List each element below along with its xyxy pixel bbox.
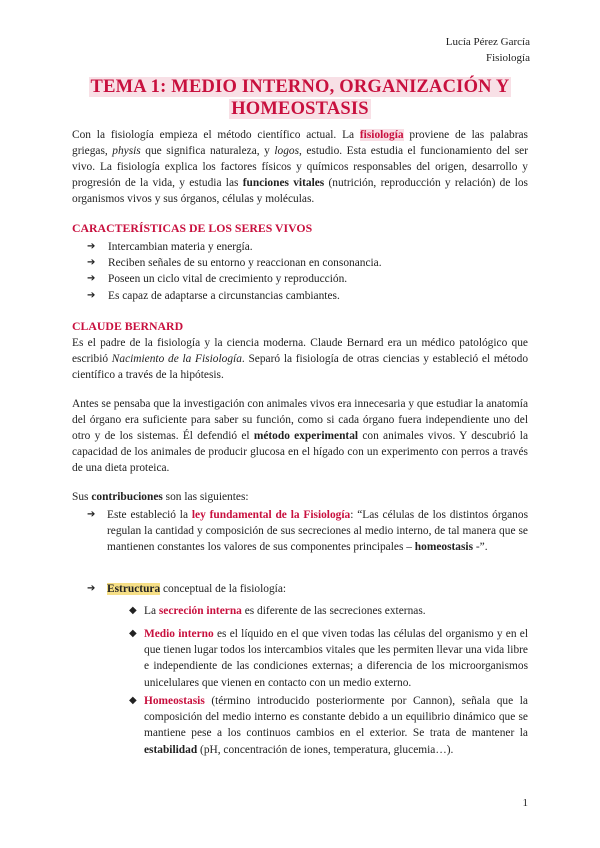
contribution-text-part: : “Las células de los distintos órganos regulan la cantidad y composición de sus secreciones al medio interno, de tal manera que se mantienen constantes los valores de sus componentes principales – <box>107 509 528 554</box>
intro-text: (nutrición, reproducción y relación) de los organismos vivos y sus órganos, células y moléculas. <box>72 177 528 205</box>
characteristics-list <box>87 239 527 304</box>
term-estabilidad: estabilidad <box>144 743 198 756</box>
book-title: Nacimiento de la Fisiología <box>111 353 242 365</box>
sub-item-text <box>144 603 528 619</box>
sub-item-secrecion <box>129 603 528 619</box>
document-title <box>72 76 528 120</box>
diamond-bullet-icon: ◆ <box>129 605 137 616</box>
sub-item-text-part: (pH, concentración de iones, temperatura, glucemia…). <box>197 743 454 756</box>
intro-text: proviene de las palabras griegas, <box>72 129 528 157</box>
sub-item-medio-interno <box>129 626 528 691</box>
term-logos: logos <box>274 145 300 157</box>
list-item <box>87 288 527 304</box>
term-ley-fundamental: ley fundamental de la Fisiología <box>191 509 351 521</box>
arrow-bullet-icon: ➔ <box>87 257 96 269</box>
contribution-item-1 <box>87 507 528 556</box>
list-item <box>87 255 527 271</box>
intro-paragraph <box>72 127 528 207</box>
list-item <box>87 271 527 287</box>
intro-text: , estudio. Esta estudia el funcionamiento del ser vivo. La fisiología explica los factores físicos y químicos responsables del origen, desarrollo y progresión de la vida, y estudia las <box>72 145 528 189</box>
paragraph-text: . Separó la fisiología de otras ciencias y estableció el método científico a través de la hipótesis. <box>72 353 529 381</box>
sub-item-text-part: La <box>144 605 159 617</box>
list-item <box>87 239 527 255</box>
paragraph-text: Es el padre de la fisiología y la ciencia moderna. Claude Bernard era un médico patológico que escribió <box>72 337 528 365</box>
intro-text: Con la fisiología empieza el método científico actual. La <box>72 129 360 141</box>
list-item-text: Reciben señales de su entorno y reaccionan en consonancia. <box>108 257 382 270</box>
bernard-paragraph-3 <box>72 489 528 505</box>
bernard-paragraph-1 <box>72 335 528 383</box>
section-heading-bernard: CLAUDE BERNARD <box>72 319 184 333</box>
term-fisiologia: fisiología <box>359 129 404 141</box>
list-item-text: Poseen un ciclo vital de crecimiento y reproducción. <box>108 273 348 286</box>
term-homeostasis: homeostasis <box>414 541 474 554</box>
contribution-text-part: -”. <box>473 541 488 554</box>
term-physis: physis <box>112 145 141 157</box>
contribution-text-part: Este estableció la <box>107 509 192 521</box>
arrow-bullet-icon: ➔ <box>87 583 96 594</box>
arrow-bullet-icon: ➔ <box>87 273 96 285</box>
arrow-bullet-icon: ➔ <box>87 289 96 301</box>
title-line-1: TEMA 1: MEDIO INTERNO, ORGANIZACIÓN Y <box>90 77 510 97</box>
page-header <box>446 34 530 66</box>
sub-item-text-part: es el líquido en el que viven todas las células del organismo y en el que tienen lugar todos los intercambios vitales que les permiten llevar una vida libre e independiente de las condiciones externas; a diferencia de los microorganismos unicelulares que vienen en contacto con un medio externo. <box>144 628 528 689</box>
title-line-2: HOMEOSTASIS <box>231 99 369 119</box>
contribution-text <box>107 507 528 556</box>
sub-item-text-part: (término introducido posteriormente por Cannon), señala que la composición del medio interno es constante debido a un equilibrio dinámico que se mantiene pese a los continuos cambios en el exterior. Se trata de mantener la <box>144 695 528 740</box>
contribution-text-part: conceptual de la fisiología: <box>160 583 287 595</box>
arrow-bullet-icon: ➔ <box>87 509 96 520</box>
term-medio-interno: Medio interno <box>144 628 214 640</box>
section-heading-caracteristicas: CARACTERÍSTICAS DE LOS SERES VIVOS <box>72 221 313 235</box>
diamond-bullet-icon: ◆ <box>129 628 137 639</box>
sub-item-text <box>144 626 528 691</box>
sub-item-text <box>144 693 528 758</box>
subject-name: Fisiología <box>485 52 530 64</box>
diamond-bullet-icon: ◆ <box>129 695 137 706</box>
paragraph-text: Antes se pensaba que la investigación con animales vivos era innecesaria y que estudiar la anatomía del órgano era suficiente para saber su función, como si cada órgano fuera independiente uno del otro y de los sistemas. Él defendió el <box>72 398 528 442</box>
term-secrecion-interna: secreción interna <box>158 605 242 617</box>
arrow-bullet-icon: ➔ <box>87 241 96 252</box>
term-metodo-experimental: método experimental <box>253 430 359 442</box>
paragraph-text: Sus <box>72 491 92 503</box>
bernard-paragraph-2 <box>72 396 528 476</box>
sub-item-text-part: es diferente de las secreciones externas. <box>241 605 426 617</box>
paragraph-text: con animales vivos. Y descubrió la capacidad de los animales de producir glucosa en el hígado con un experimento con perros a través de una dieta proteica. <box>72 430 529 474</box>
term-estructura: Estructura <box>107 583 161 595</box>
list-item-text: Intercambian materia y energía. <box>108 241 253 253</box>
intro-text: que significa naturaleza, y <box>140 145 275 157</box>
term-homeostasis-def: Homeostasis <box>144 695 205 707</box>
contribution-text <box>107 581 528 597</box>
author-name: Lucía Pérez García <box>445 36 530 48</box>
page-number: 1 <box>522 797 528 809</box>
list-item-text: Es capaz de adaptarse a circunstancias cambiantes. <box>108 289 340 302</box>
sub-item-homeostasis <box>129 693 528 758</box>
term-contribuciones: contribuciones <box>91 491 163 503</box>
term-funciones-vitales: funciones vitales <box>242 177 325 189</box>
contribution-item-2 <box>87 581 528 597</box>
paragraph-text: son las siguientes: <box>162 491 249 503</box>
